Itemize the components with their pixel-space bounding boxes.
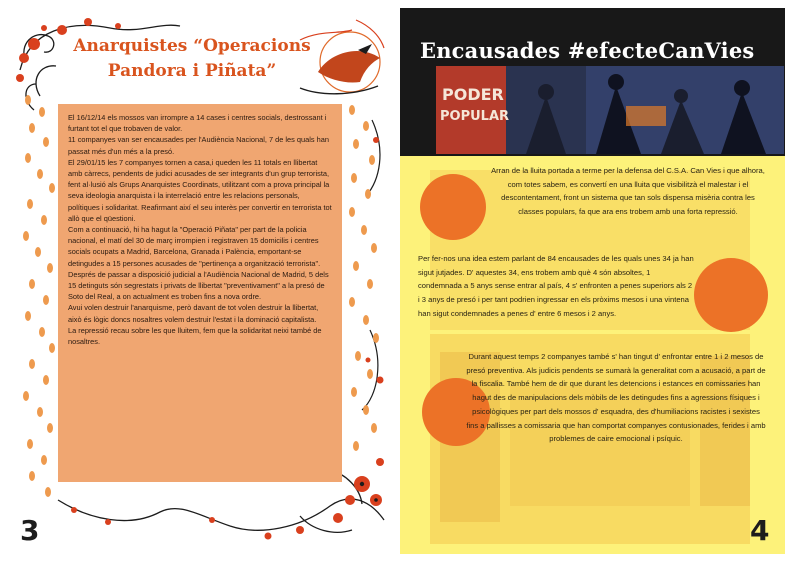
left-paragraph: El 16/12/14 els mossos van irrompre a 14 cases i centres socials, destrossant i furtant tot el que trobaven de valor. [68,113,327,134]
dot-pattern-right [344,90,384,520]
right-page-title: Encausades #efecteCanVies [420,38,755,63]
right-paragraph-2: Per fer-nos una idea estem parlant de 84 encausades de les quals unes 34 ja han sigut jutjades. D' aquestes 34, ens trobem amb què 4 són absoltes, 1 condemnada a 5 anys sense entrar al país, 4 s' enfronten a penes superiors als 2 i 3 anys de presó i per tant podrien ingressar en els pròxims mesos i una vintena han sigut condemnades a penes d' entre 6 mesos i 2 anys. [418,254,694,318]
banner-text-poder: PODER [442,85,504,104]
left-title-line-2: Pandora i Piñata” [107,61,277,81]
right-paragraph-1: Arran de la lluita portada a terme per la defensa del C.S.A. Can Vies i que alhora, com totes sabem, es convertí en una lluita que visibilitzà el malestar i el descontentament, front un sistema que tan sols dispensa misèria contra les classes populars, fa que ara ens trobem amb una forta repressió. [491,166,765,217]
right-paragraph-3: Durant aquest temps 2 companyes també s' han tingut d' enfrontar entre 1 i 2 mesos de presó preventiva. Als judicis pendents se sumarà la generalitat com a acusació, a part de la fiscalia. També hem de dir que durant les detencions i estances en comissaries han hagut des de manipulacions dels mòbils de les detingudes fins a agressions físiques i psicològiques per part dels mossos d' esquadra, des d'humiliacions racistes i sexistes fins a pallisses a comissaria que han comportat companyes contusionades, ferides i amb problemes de caire emocional i psíquic. [466,352,766,444]
right-page [400,8,785,554]
page-number-left: 3 [20,514,40,547]
left-paragraph: Després de passar a disposició judicial a l'Audiència Nacional de Madrid, 5 dels 15 detinguts són segrestats i privats de llibertat "preventivament" a la presó de Soto del Real, a on actualment es troben fins a nova ordre. [68,269,329,302]
left-paragraph: 11 companyes van ser encausades per l'Audiència Nacional, 7 de les quals han passat més d'un més a la presó. [68,135,329,156]
left-page-title [52,34,332,84]
left-title-line-1: Anarquistes “Operacions [73,36,311,56]
left-paragraph: La repressió recau sobre les que lluitem, fem que la solidaritat neixi també de nosaltres. [68,325,322,347]
page-number-right: 4 [750,514,770,547]
orange-circle-decoration [694,258,768,332]
left-paragraph: Com a continuació, hi ha hagut la "Operació Piñata" per part de la policia nacional, el matí del 30 de març irrompien i registraven 15 domicilis i centres socials ocupats a Madrid, Barcelona, Granada i Palència, emportant-se detingudes a 15 persones acusades de "pertinença a organització terrorista". [68,225,321,268]
left-text-box [58,104,342,482]
left-paragraph: Avui volen destruir l'anarquisme, però davant de tot volen destruir la llibertat, això és lògic doncs nosaltres volem destruir l'estat i la dominació capitalista. [68,303,319,324]
banner-text-popular: POPULAR [440,109,510,124]
dot-pattern-left [18,90,58,520]
left-paragraph: El 29/01/15 les 7 companyes tornen a casa,i queden les 11 totals en llibertat amb càrrecs, pendents de judici acusades de ser integrants d'un grup terrorista, fent al·lusió als Grups Anarquistes Coordinats, utilitzant com a prova principal la seva ideologia anarquista i la interrelació entre les relacions personals, polítiques i solidaritat. Reafirmant així el seu interès per convertir en terrorista tot allò que el qüestioni. [68,157,332,223]
orange-circle-decoration [420,174,486,240]
protest-banner-image [436,66,784,154]
right-page-header [400,8,785,156]
